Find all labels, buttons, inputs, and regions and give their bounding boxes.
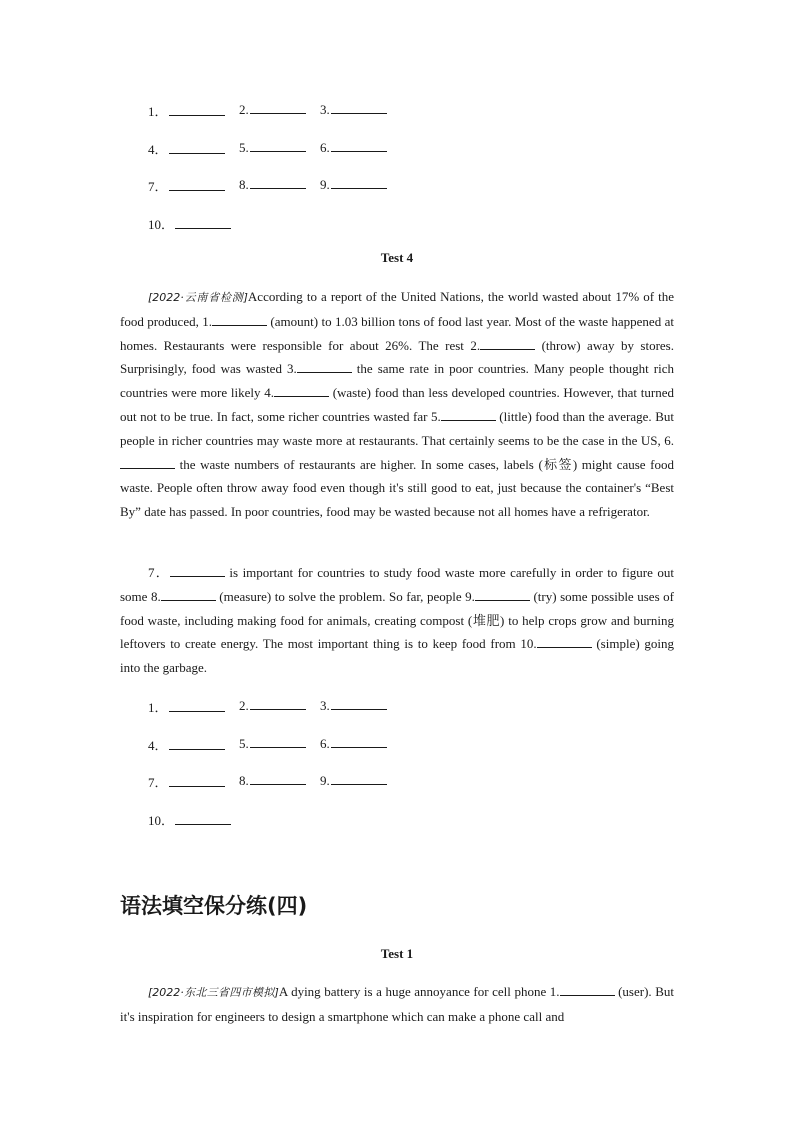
answer-item: 1． xyxy=(148,697,239,716)
answer-item: 2. xyxy=(239,101,320,118)
answer-row xyxy=(148,772,390,810)
answer-item: 3. xyxy=(320,697,390,714)
answer-item: 10． xyxy=(148,810,231,829)
test-4-paragraph-1: [2022·云南省检测]According to a report of the United Nations, the world wasted about 17% of the food produced, 1. (amount) to 1.03 billion tons of food last year. Most of the waste happened at homes. Restaurants were responsible for about 26%. The rest 2. (throw) away by stores. Surprisingly, food was wasted 3. the same rate in poor countries. Many people thought rich countries were more likely 4. (waste) food than less developed countries. However, that turned out not to be true. In fact, some richer countries wasted far 5. (little) food than the average. But people in richer countries may waste more at restaurants. That certainly seems to be the case in the US, 6. the waste numbers of restaurants are higher. In some cases, labels (标签) might cause food waste. People often throw away food even though it's still good to eat, just because the container's “Best By” date has passed. In poor countries, food may be wasted because not all homes have a refrigerator. xyxy=(120,289,674,520)
inline-blank[interactable] xyxy=(297,360,352,373)
answer-item: 5. xyxy=(239,139,320,156)
test-4-paragraph-2: 7． is important for countries to study food waste more carefully in order to figure out some 8. (measure) to solve the problem. So far, people 9. (try) some possible uses of food waste, including making food for animals, creating compost (堆肥) to help crops grow and burning leftovers to create energy. The most important thing is to keep food from 10. (simple) going into the garbage. xyxy=(120,565,675,676)
answer-blank[interactable] xyxy=(169,737,225,750)
answer-sheet-top xyxy=(148,101,390,251)
answer-blank[interactable] xyxy=(169,103,225,116)
inline-blank[interactable] xyxy=(161,588,216,601)
answer-item: 7． xyxy=(148,772,239,791)
inline-blank[interactable] xyxy=(537,635,592,648)
answer-blank[interactable] xyxy=(250,176,306,189)
inline-blank[interactable] xyxy=(170,564,225,577)
test-4-title: Test 4 xyxy=(380,250,414,265)
answer-item: 7． xyxy=(148,176,239,195)
answer-blank[interactable] xyxy=(175,216,231,229)
answer-blank[interactable] xyxy=(250,101,306,114)
answer-blank[interactable] xyxy=(175,812,231,825)
inline-blank[interactable] xyxy=(212,313,267,326)
answer-blank[interactable] xyxy=(331,176,387,189)
answer-item: 9. xyxy=(320,772,390,789)
section-title: 语法填空保分练(四) xyxy=(120,894,308,918)
answer-row xyxy=(148,176,390,214)
answer-item: 10． xyxy=(148,214,231,233)
answer-blank[interactable] xyxy=(250,697,306,710)
answer-blank[interactable] xyxy=(331,772,387,785)
inline-blank[interactable] xyxy=(120,456,175,469)
answer-blank[interactable] xyxy=(250,772,306,785)
answer-blank[interactable] xyxy=(169,774,225,787)
test-1-title: Test 1 xyxy=(380,946,414,961)
answer-blank[interactable] xyxy=(169,178,225,191)
inline-blank[interactable] xyxy=(480,337,535,350)
inline-blank[interactable] xyxy=(475,588,530,601)
answer-item: 8. xyxy=(239,176,320,193)
answer-item: 6. xyxy=(320,139,390,156)
answer-item: 8. xyxy=(239,772,320,789)
inline-blank[interactable] xyxy=(441,408,496,421)
inline-blank[interactable] xyxy=(560,983,615,996)
answer-blank[interactable] xyxy=(250,735,306,748)
answer-blank[interactable] xyxy=(169,699,225,712)
answer-sheet-bottom xyxy=(148,697,390,847)
source-tag: [2022·云南省检测] xyxy=(148,291,248,304)
answer-item: 6. xyxy=(320,735,390,752)
answer-row xyxy=(148,697,390,735)
source-tag: [2022·东北三省四市模拟] xyxy=(148,986,279,999)
inline-blank[interactable] xyxy=(274,384,329,397)
answer-item: 3. xyxy=(320,101,390,118)
answer-row xyxy=(148,214,390,252)
answer-row xyxy=(148,101,390,139)
answer-item: 1． xyxy=(148,101,239,120)
answer-blank[interactable] xyxy=(331,139,387,152)
answer-item: 5. xyxy=(239,735,320,752)
answer-blank[interactable] xyxy=(331,697,387,710)
answer-blank[interactable] xyxy=(331,101,387,114)
test-1-paragraph: [2022·东北三省四市模拟]A dying battery is a huge annoyance for cell phone 1. (user). But it's inspiration for engineers to design a smartphone which can make a phone call and xyxy=(120,984,674,1024)
answer-item: 4． xyxy=(148,139,239,158)
answer-blank[interactable] xyxy=(169,141,225,154)
answer-item: 2. xyxy=(239,697,320,714)
answer-item: 4． xyxy=(148,735,239,754)
answer-blank[interactable] xyxy=(250,139,306,152)
answer-item: 9. xyxy=(320,176,390,193)
answer-row xyxy=(148,735,390,773)
answer-row xyxy=(148,139,390,177)
answer-blank[interactable] xyxy=(331,735,387,748)
answer-row xyxy=(148,810,390,848)
